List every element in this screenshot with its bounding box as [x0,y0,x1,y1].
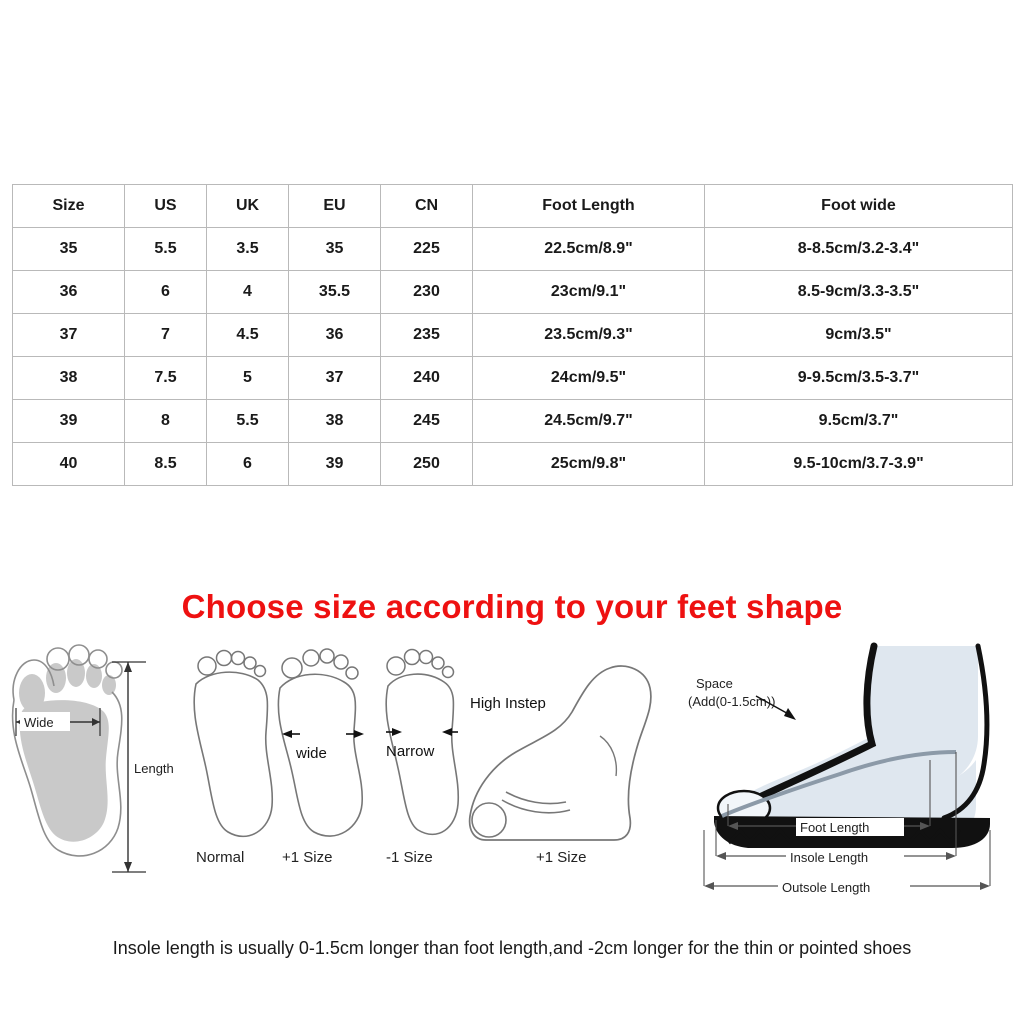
cell-uk: 5 [207,357,289,400]
cell-us: 8.5 [125,443,207,486]
cell-cn: 230 [381,271,473,314]
cell-eu: 35 [289,228,381,271]
cell-cn: 225 [381,228,473,271]
cell-foot-wide: 9.5-10cm/3.7-3.9" [705,443,1013,486]
caption-normal: Normal [196,849,245,866]
label-foot-length: Foot Length [800,820,870,835]
cell-foot-length: 23cm/9.1" [473,271,705,314]
measured-foot-illustration [13,645,190,872]
wide-annotation-arrows [282,730,364,738]
foot-shape-wide [278,649,364,866]
footnote-insole-length: Insole length is usually 0-1.5cm longer than foot length,and -2cm longer for the thin or pointed shoes [112,938,912,958]
cell-us: 7 [125,314,207,357]
headline-choose-size: Choose size according to your feet shape [181,588,843,625]
foot-shape-narrow [386,650,458,867]
cell-size: 38 [13,357,125,400]
cell-eu: 39 [289,443,381,486]
cell-us: 5.5 [125,228,207,271]
label-outsole-length: Outsole Length [782,880,871,895]
cell-foot-wide: 9cm/3.5" [705,314,1013,357]
cell-uk: 4.5 [207,314,289,357]
table-header-row [13,185,1013,228]
annotation-narrow: Narrow [386,743,435,760]
cell-eu: 36 [289,314,381,357]
foot-shape-normal [194,651,272,867]
cell-uk: 3.5 [207,228,289,271]
label-insole-length: Insole Length [790,850,869,865]
space-label-line1: Space [696,676,733,691]
column-header-foot-wide: Foot wide [705,185,1013,228]
high-instep-illustration [470,666,651,866]
cell-us: 8 [125,400,207,443]
cell-foot-length: 24cm/9.5" [473,357,705,400]
size-chart-table [12,184,1013,486]
annotation-wide: wide [296,745,327,762]
table-row [13,443,1013,486]
wide-label: Wide [24,715,54,730]
column-header-uk: UK [207,185,289,228]
cell-size: 35 [13,228,125,271]
size-chart-table-container [12,184,1012,486]
cell-us: 6 [125,271,207,314]
length-dimension [112,662,190,872]
cell-foot-wide: 8-8.5cm/3.2-3.4" [705,228,1013,271]
cell-uk: 6 [207,443,289,486]
cell-cn: 250 [381,443,473,486]
cell-eu: 38 [289,400,381,443]
caption-minus-one-size: -1 Size [386,849,433,866]
cell-cn: 245 [381,400,473,443]
cell-foot-length: 24.5cm/9.7" [473,400,705,443]
cell-us: 7.5 [125,357,207,400]
table-row [13,357,1013,400]
cell-foot-length: 25cm/9.8" [473,443,705,486]
column-header-cn: CN [381,185,473,228]
table-row [13,400,1013,443]
foot-shape-diagram [0,640,1024,910]
table-row [13,271,1013,314]
cell-cn: 235 [381,314,473,357]
space-callout [688,676,796,720]
cell-uk: 4 [207,271,289,314]
column-header-size: Size [13,185,125,228]
caption-instep-plus-one: +1 Size [536,849,587,866]
cell-uk: 5.5 [207,400,289,443]
cell-eu: 37 [289,357,381,400]
narrow-annotation-arrows [386,728,458,736]
cell-foot-length: 22.5cm/8.9" [473,228,705,271]
cell-size: 36 [13,271,125,314]
cell-foot-wide: 9.5cm/3.7" [705,400,1013,443]
column-header-us: US [125,185,207,228]
label-high-instep: High Instep [470,695,546,712]
column-header-eu: EU [289,185,381,228]
caption-plus-one-size: +1 Size [282,849,333,866]
length-label: Length [134,761,174,776]
cell-size: 40 [13,443,125,486]
cell-foot-wide: 9-9.5cm/3.5-3.7" [705,357,1013,400]
column-header-foot-length: Foot Length [473,185,705,228]
cell-size: 39 [13,400,125,443]
table-row [13,314,1013,357]
cell-eu: 35.5 [289,271,381,314]
cell-cn: 240 [381,357,473,400]
cell-foot-length: 23.5cm/9.3" [473,314,705,357]
space-label-line2: (Add(0-1.5cm)) [688,694,776,709]
cell-foot-wide: 8.5-9cm/3.3-3.5" [705,271,1013,314]
cell-size: 37 [13,314,125,357]
shoe-cross-section-illustration [688,646,990,896]
table-row [13,228,1013,271]
